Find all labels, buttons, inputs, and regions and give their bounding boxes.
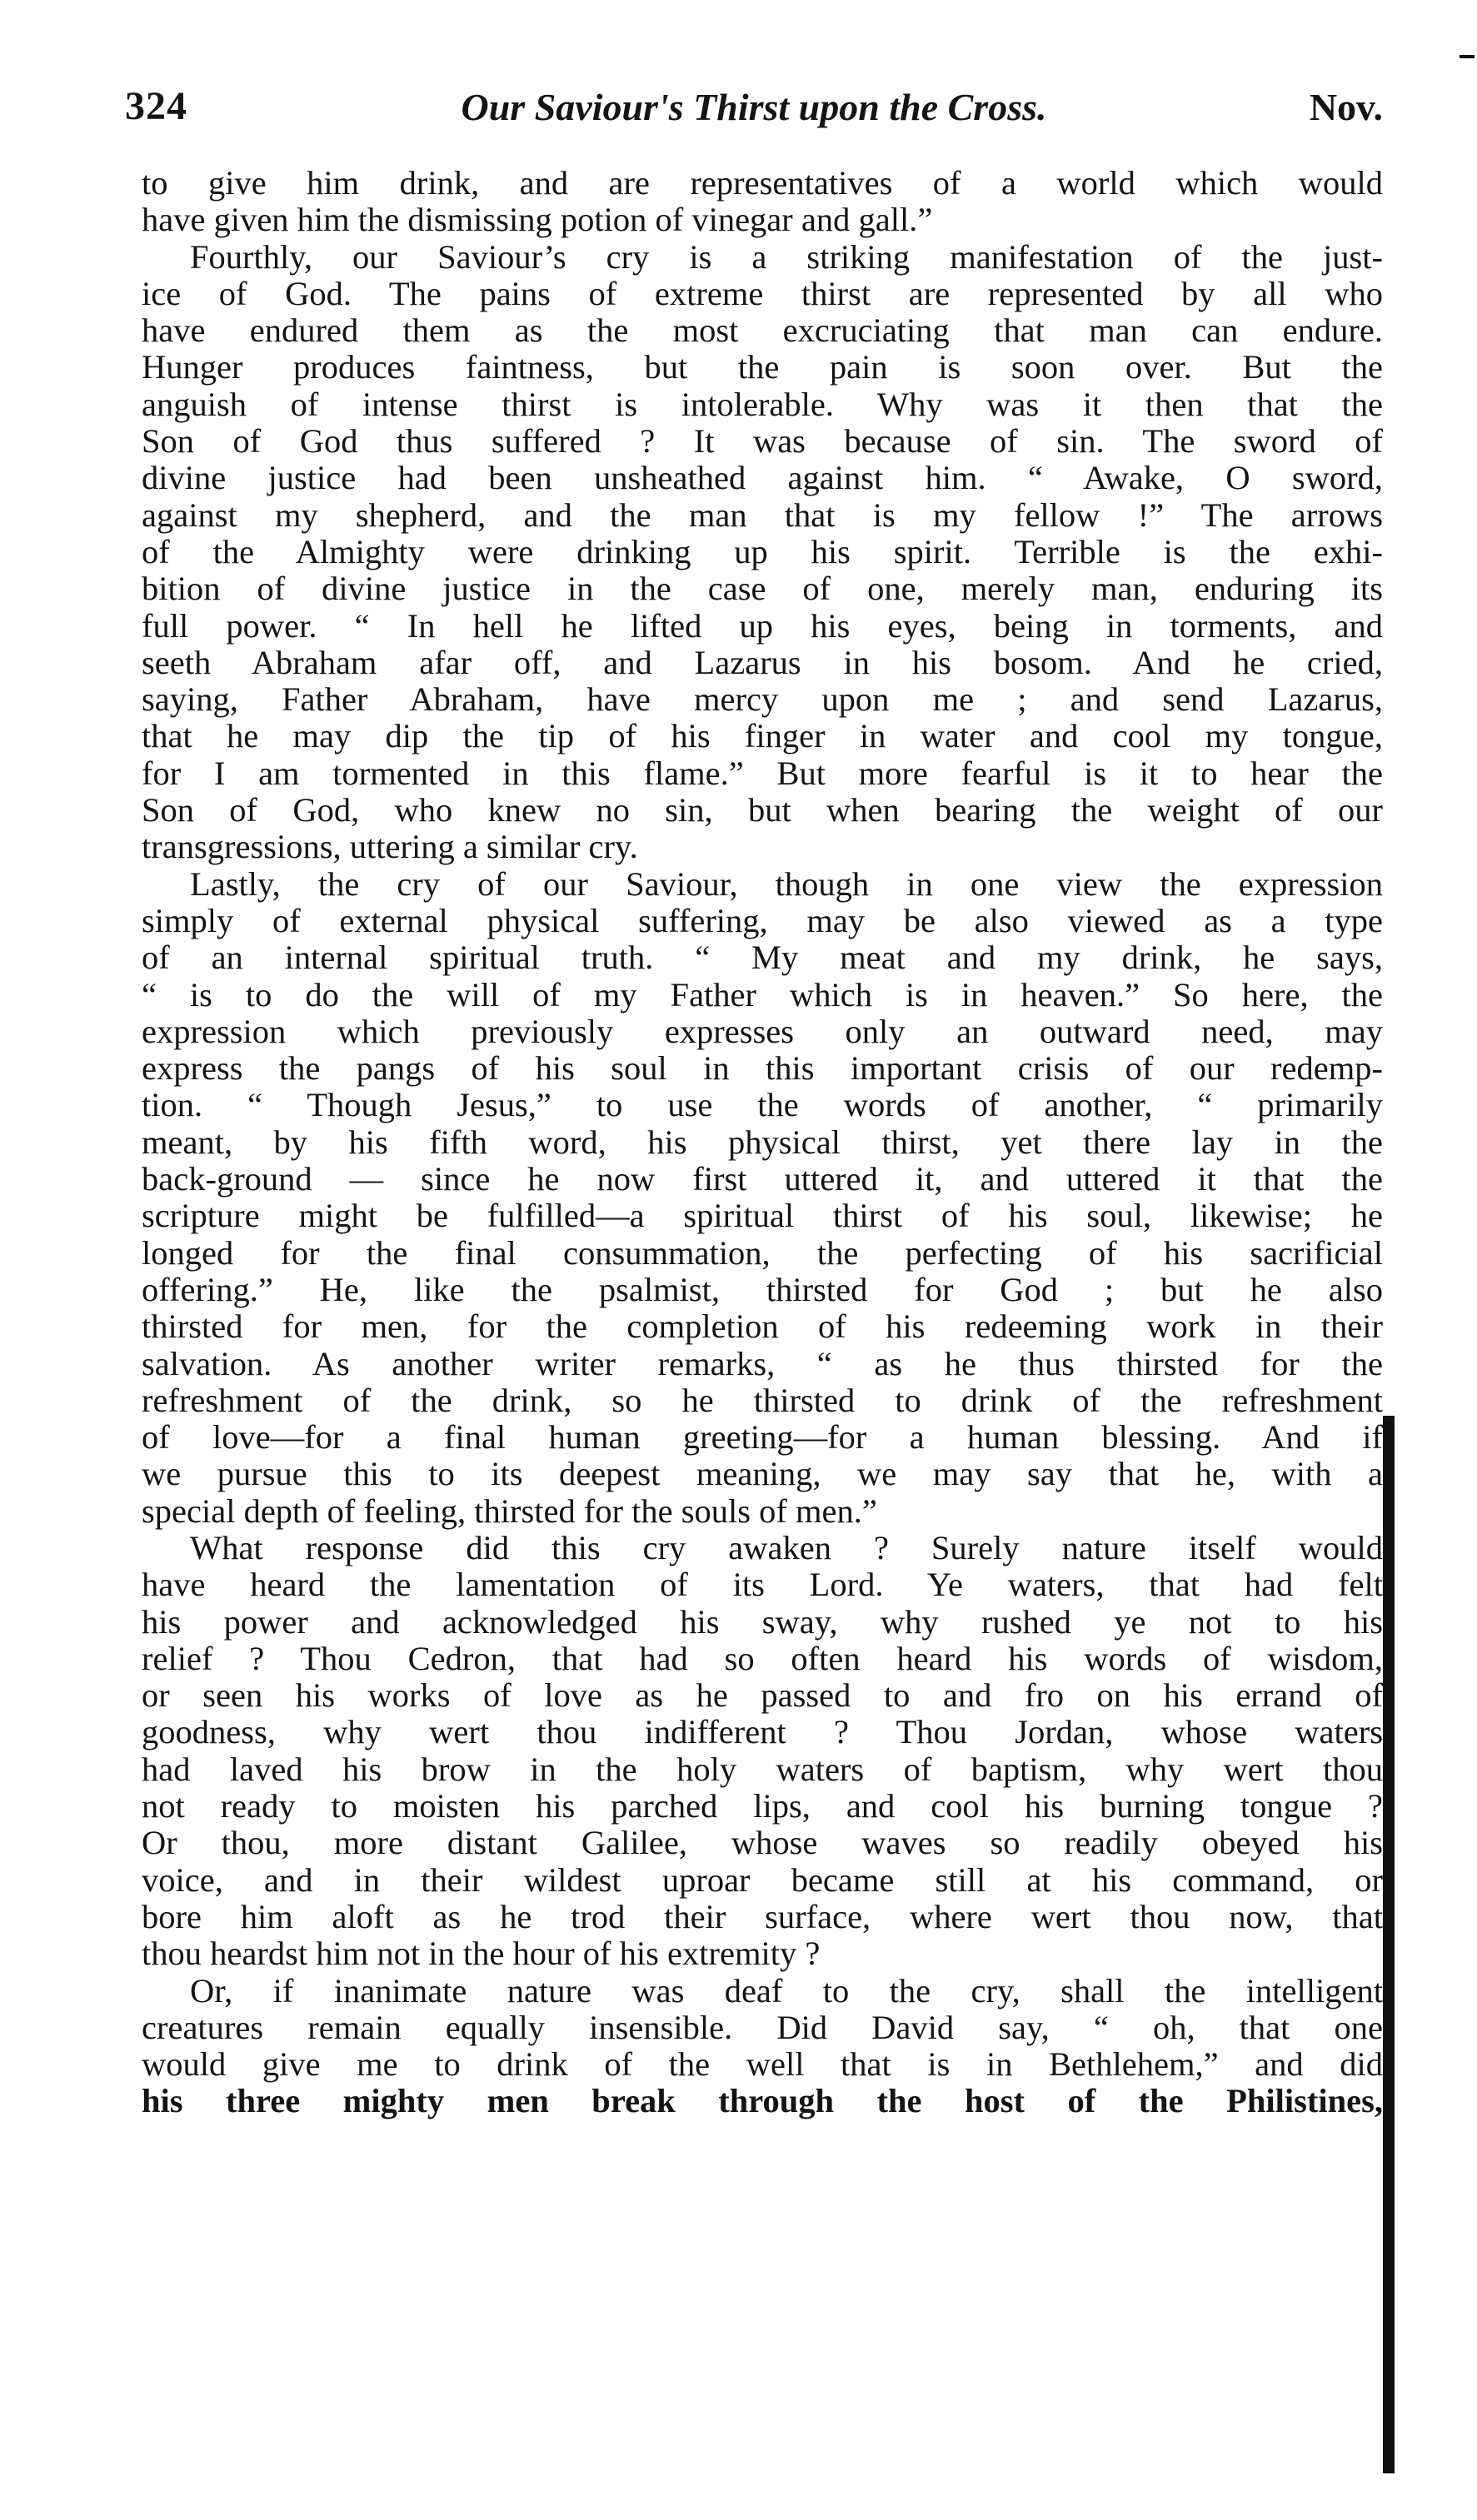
text-line: have given him the dismissing potion of vinegar and gall.”	[142, 201, 933, 239]
text-line: tion. “ Though Jesus,” to use the words of another, “ primarily	[142, 1086, 1383, 1124]
text-line: ice of God. The pains of extreme thirst are represented by all who	[142, 274, 1383, 312]
running-title: Our Saviour's Thirst upon the Cross.	[461, 86, 1047, 128]
text-line: special depth of feeling, thirsted for the souls of men.”	[142, 1492, 877, 1530]
text-line: seeth Abraham afar off, and Lazarus in his bosom. And he cried,	[142, 643, 1383, 681]
text-line: his power and acknowledged his sway, why rushed ye not to his	[142, 1602, 1383, 1641]
text-line: thou heardst him not in the hour of his extremity ?	[142, 1935, 821, 1973]
text-line: full power. “ In hell he lifted up his eyes, being in torments, and	[142, 606, 1383, 645]
text-line: or seen his works of love as he passed to and fro on his errand of	[142, 1676, 1383, 1715]
text-line: of an internal spiritual truth. “ My meat and my drink, he says,	[142, 939, 1383, 977]
margin-tick-mark	[1460, 55, 1475, 58]
text-line: not ready to moisten his parched lips, and cool his burning tongue ?	[142, 1787, 1383, 1825]
text-line: transgressions, uttering a similar cry.	[142, 828, 638, 866]
page-header	[125, 83, 1383, 142]
binding-shadow-edge	[1383, 1416, 1395, 2473]
text-line: bore him aloft as he trod their surface, where wert thou now, that	[142, 1897, 1383, 1935]
text-line: simply of external physical suffering, may be also viewed as a type	[142, 901, 1383, 939]
text-line: refreshment of the drink, so he thirsted to drink of the refreshment	[142, 1381, 1383, 1419]
page-number: 324	[125, 84, 187, 128]
text-line: Or, if inanimate nature was deaf to the cry, shall the intelligent	[190, 1971, 1383, 2010]
text-line: saying, Father Abraham, have mercy upon me ; and send Lazarus,	[142, 680, 1383, 719]
text-line: “ is to do the will of my Father which is in heaven.” So here, the	[142, 975, 1383, 1013]
text-line: of love—for a final human greeting—for a human blessing. And if	[142, 1418, 1383, 1457]
text-line: his three mighty men break through the host of the Philistines,	[142, 2082, 1383, 2120]
text-line: salvation. As another writer remarks, “ as he thus thirsted for the	[142, 1344, 1383, 1382]
text-line: Lastly, the cry of our Saviour, though in one view the expression	[190, 864, 1383, 903]
text-line: divine justice had been unsheathed against him. “ Awake, O sword,	[142, 459, 1383, 497]
text-line: would give me to drink of the well that is in Bethlehem,” and did	[142, 2045, 1383, 2084]
text-line: thirsted for men, for the completion of his redeeming work in their	[142, 1307, 1383, 1346]
text-line: voice, and in their wildest uproar became still at his command, or	[142, 1860, 1383, 1899]
text-line: meant, by his fifth word, his physical thirst, yet there lay in the	[142, 1123, 1383, 1161]
text-line: Fourthly, our Saviour’s cry is a striking manifestation of the just-	[190, 237, 1383, 276]
text-line: that he may dip the tip of his finger in water and cool my tongue,	[142, 717, 1383, 755]
text-line: Hunger produces faintness, but the pain is soon over. But the	[142, 348, 1383, 386]
text-line: What response did this cry awaken ? Surely nature itself would	[190, 1528, 1383, 1566]
text-line: expression which previously expresses only an outward need, may	[142, 1012, 1383, 1050]
text-line: creatures remain equally insensible. Did David say, “ oh, that one	[142, 2008, 1383, 2046]
text-line: back-ground — since he now first uttered it, and uttered it that the	[142, 1160, 1383, 1198]
text-line: have endured them as the most excruciating that man can endure.	[142, 311, 1383, 350]
text-line: scripture might be fulfilled—a spiritual thirst of his soul, likewise; he	[142, 1197, 1383, 1235]
text-line: anguish of intense thirst is intolerable. Why was it then that the	[142, 385, 1383, 423]
running-month: Nov.	[1309, 86, 1383, 128]
text-line: had laved his brow in the holy waters of baptism, why wert thou	[142, 1750, 1383, 1788]
text-line: Or thou, more distant Galilee, whose waves so readily obeyed his	[142, 1824, 1383, 1862]
text-line: Son of God, who knew no sin, but when bearing the weight of our	[142, 791, 1383, 829]
text-line: have heard the lamentation of its Lord. Ye waters, that had felt	[142, 1566, 1383, 1604]
text-line: offering.” He, like the psalmist, thirsted for God ; but he also	[142, 1270, 1383, 1308]
text-line: of the Almighty were drinking up his spirit. Terrible is the exhi-	[142, 532, 1383, 570]
text-line: we pursue this to its deepest meaning, we may say that he, with a	[142, 1455, 1383, 1493]
text-line: express the pangs of his soul in this important crisis of our redemp-	[142, 1049, 1383, 1088]
text-line: Son of God thus suffered ? It was because of sin. The sword of	[142, 422, 1383, 461]
text-line: for I am tormented in this flame.” But more fearful is it to hear the	[142, 754, 1383, 792]
text-line: bition of divine justice in the case of one, merely man, enduring its	[142, 570, 1383, 608]
text-line: relief ? Thou Cedron, that had so often heard his words of wisdom,	[142, 1639, 1383, 1677]
body-text	[142, 165, 1383, 2120]
text-line: goodness, why wert thou indifferent ? Thou Jordan, whose waters	[142, 1713, 1383, 1751]
text-line: to give him drink, and are representatives of a world which would	[142, 164, 1383, 202]
text-line: against my shepherd, and the man that is my fellow !” The arrows	[142, 496, 1383, 534]
text-line: longed for the final consummation, the perfecting of his sacrificial	[142, 1233, 1383, 1272]
